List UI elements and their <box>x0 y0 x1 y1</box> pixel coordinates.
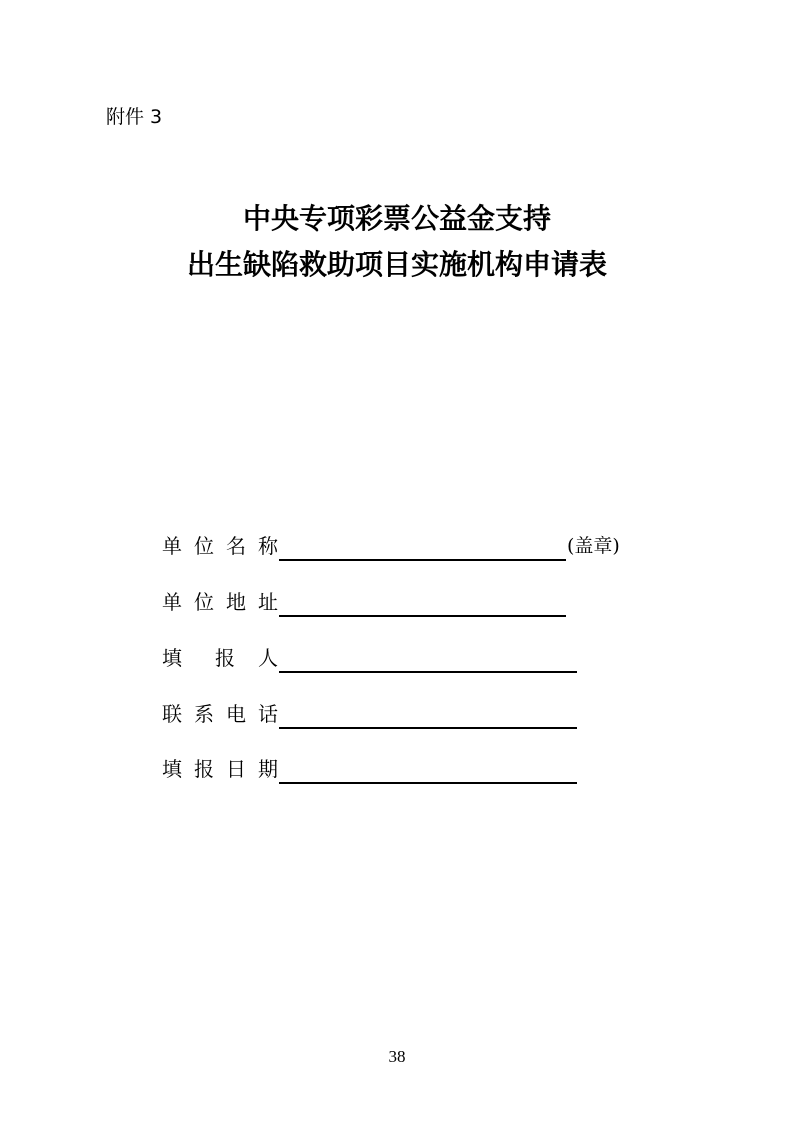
document-title-line-1: 中央专项彩票公益金支持 <box>242 202 551 235</box>
label-char: 电 <box>226 702 246 726</box>
label-char: 名 <box>226 534 246 558</box>
label-char: 填 <box>162 646 182 670</box>
label-char: 地 <box>226 590 246 614</box>
label-char: 日 <box>226 757 246 781</box>
label-char: 单 <box>162 534 182 558</box>
label-char: 位 <box>194 534 214 558</box>
phone-field <box>162 699 582 731</box>
label-char: 联 <box>162 702 182 726</box>
label-char: 期 <box>258 757 278 781</box>
page-number: 38 <box>388 1047 406 1066</box>
label-char: 址 <box>258 590 278 614</box>
label-char: 位 <box>194 590 214 614</box>
label-char: 系 <box>194 702 214 726</box>
label-char: 人 <box>258 646 278 670</box>
label-char: 填 <box>162 757 182 781</box>
label-char: 称 <box>258 534 278 558</box>
seal-note: (盖章) <box>567 535 620 557</box>
unit-name-input-line[interactable] <box>279 559 566 561</box>
document-title-line-2: 出生缺陷救助项目实施机构申请表 <box>186 248 607 281</box>
reporter-field <box>162 643 582 675</box>
label-char: 报 <box>194 757 214 781</box>
label-char: 话 <box>258 702 278 726</box>
unit-address-input-line[interactable] <box>279 615 566 617</box>
unit-name-field <box>162 531 632 563</box>
phone-input-line[interactable] <box>279 727 577 729</box>
label-char: 单 <box>162 590 182 614</box>
report-date-field <box>162 754 582 786</box>
report-date-input-line[interactable] <box>279 782 577 784</box>
label-char: 报 <box>215 646 235 670</box>
attachment-label: 附件 3 <box>106 106 163 128</box>
reporter-input-line[interactable] <box>279 671 577 673</box>
unit-address-field <box>162 587 572 619</box>
